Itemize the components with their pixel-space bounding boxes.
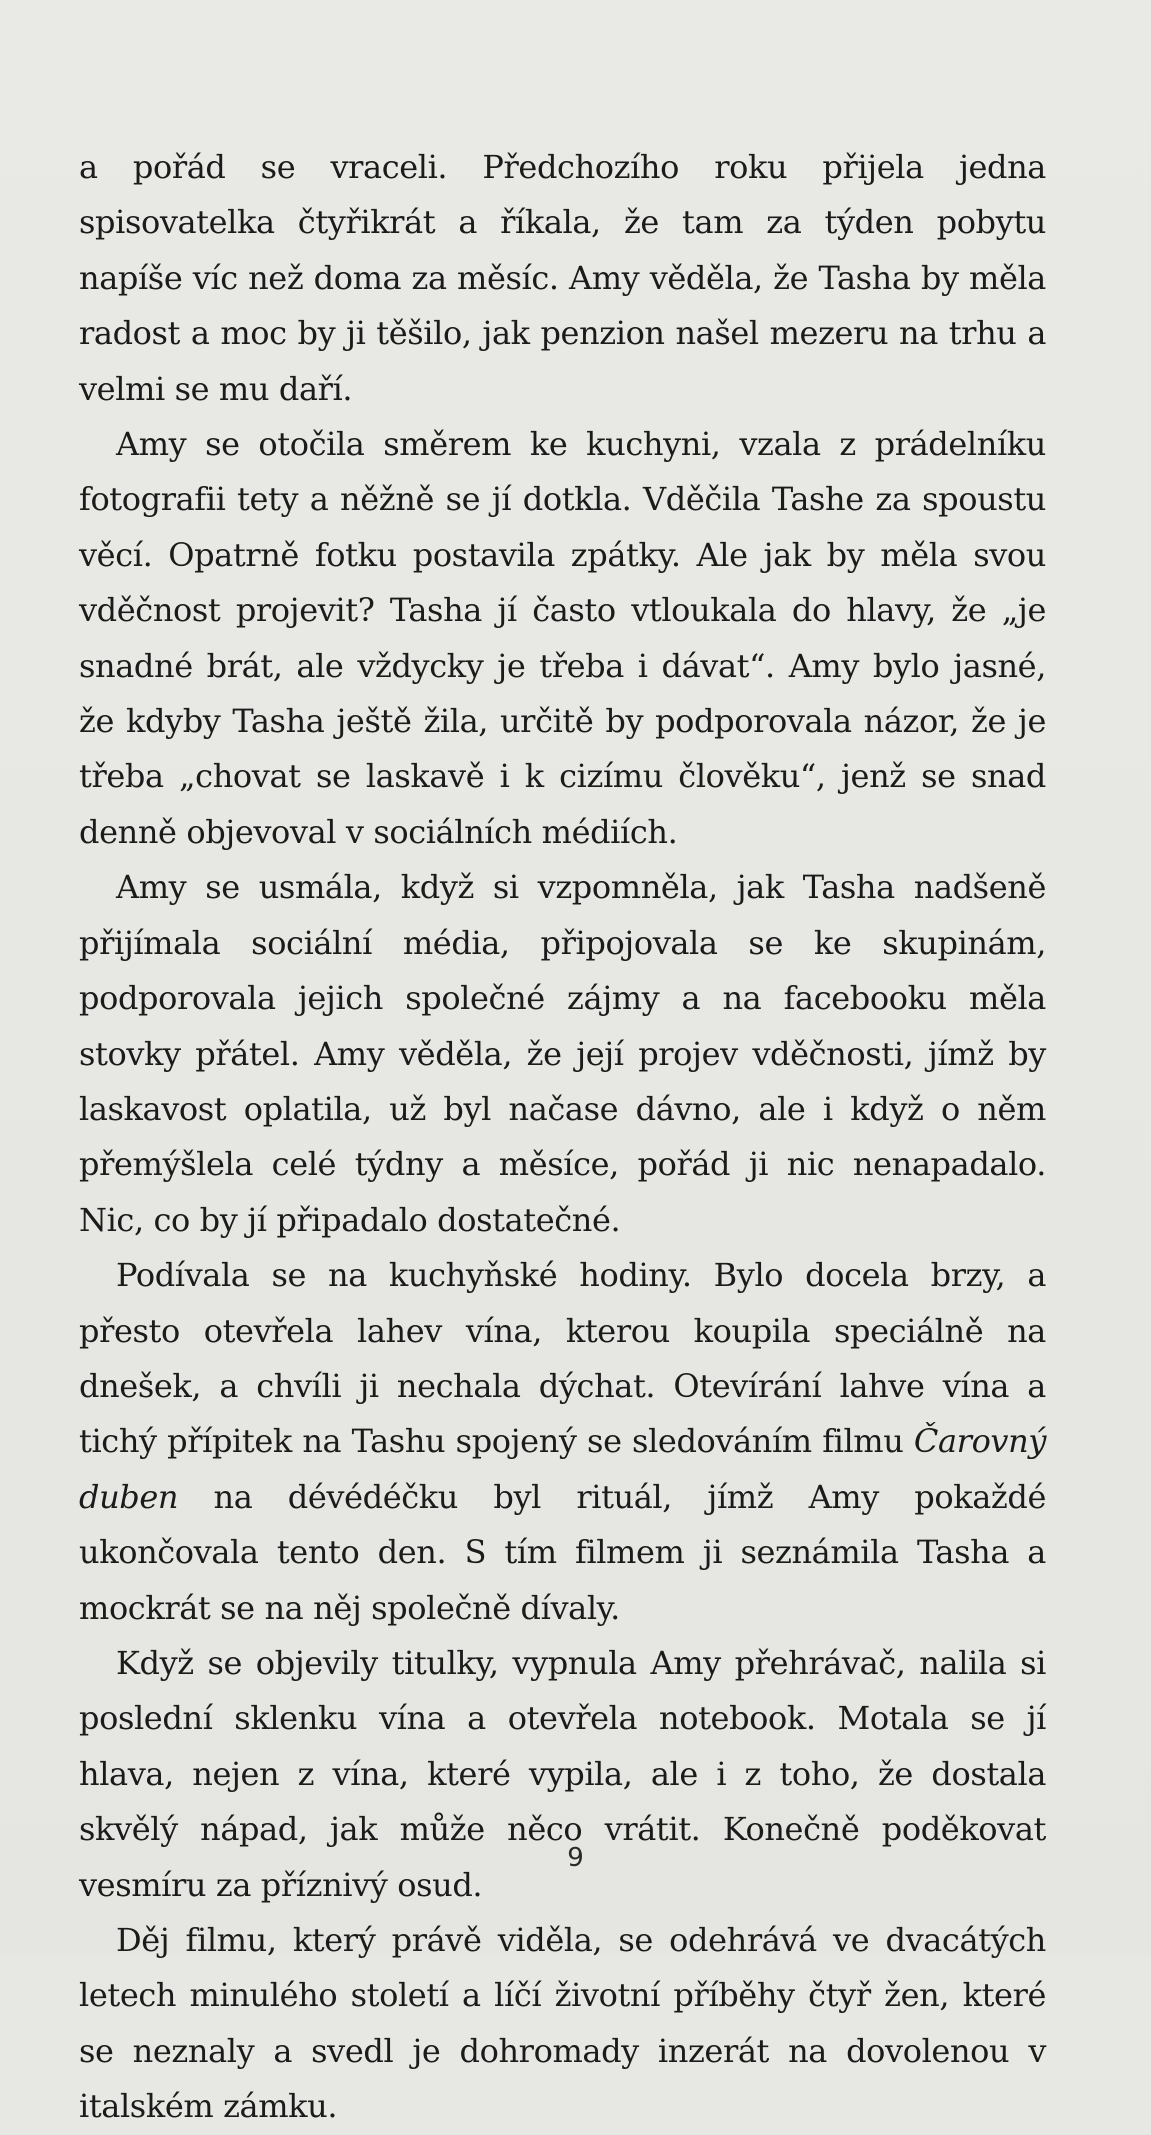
film-title: Čarovný duben [79, 1422, 1046, 1516]
paragraph-4 [79, 1248, 1046, 1636]
paragraph-6: Děj filmu, který právě viděla, se odehrává ve dvacátých letech minulého století a líčí životní příběhy čtyř žen, které se neznaly a svedl je dohromady inzerát na dovolenou v italském zámku. [79, 1921, 1046, 2126]
paragraph-2: Amy se otočila směrem ke kuchyni, vzala z prádelníku fotografii tety a něžně se jí dotkla. Vděčila Tashe za spoustu věcí. Opatrně fotku postavila zpátky. Ale jak by měla svou vděčnost projevit? Tasha jí často vtloukala do hlavy, že „je snadné brát, ale vždycky je třeba i dávat“. Amy bylo jasné, že kdyby Tasha ještě žila, určitě by podporovala názor, že je třeba „chovat se laskavě i k cizímu člověku“, jenž se snad denně objevoval v sociálních médiích. [79, 425, 1046, 851]
page-body-text [79, 140, 1046, 2135]
paragraph-3: Amy se usmála, když si vzpomněla, jak Tasha nadšeně přijímala sociální média, připojovala se ke skupinám, podporovala jejich společné zájmy a na facebooku měla stovky přátel. Amy věděla, že její projev vděčnosti, jímž by laskavost oplatila, už byl načase dávno, ale i když o něm přemýšlela celé týdny a měsíce, pořád ji nic nenapadalo. Nic, co by jí připadalo dostatečné. [79, 868, 1046, 1239]
paragraph-5: Když se objevily titulky, vypnula Amy přehrávač, nalila si poslední sklenku vína a otevřela notebook. Motala se jí hlava, nejen z vína, které vypila, ale i z toho, že dostala skvělý nápad, jak může něco vrátit. Konečně poděkovat vesmíru za příznivý osud. [79, 1643, 1046, 1904]
page-number: 9 [567, 1843, 584, 1873]
paragraph-1: a pořád se vraceli. Předchozího roku přijela jedna spisovatelka čtyřikrát a říkala, že tam za týden pobytu napíše víc než doma za měsíc. Amy věděla, že Tasha by měla radost a moc by ji těšilo, jak penzion našel mezeru na trhu a velmi se mu daří. [79, 148, 1046, 408]
paragraph-4-text-after: na dévédéčku byl rituál, jímž Amy pokaždé ukončovala tento den. S tím filmem ji seznámila Tasha a mockrát se na něj společně dívaly. [79, 1477, 1046, 1627]
paragraph-4-text-before: Podívala se na kuchyňské hodiny. Bylo docela brzy, a přesto otevřela lahev vína, kterou koupila speciálně na dnešek, a chvíli ji nechala dýchat. Otevírání lahve vína a tichý přípitek na Tashu spojený se sledováním filmu [79, 1256, 1046, 1461]
